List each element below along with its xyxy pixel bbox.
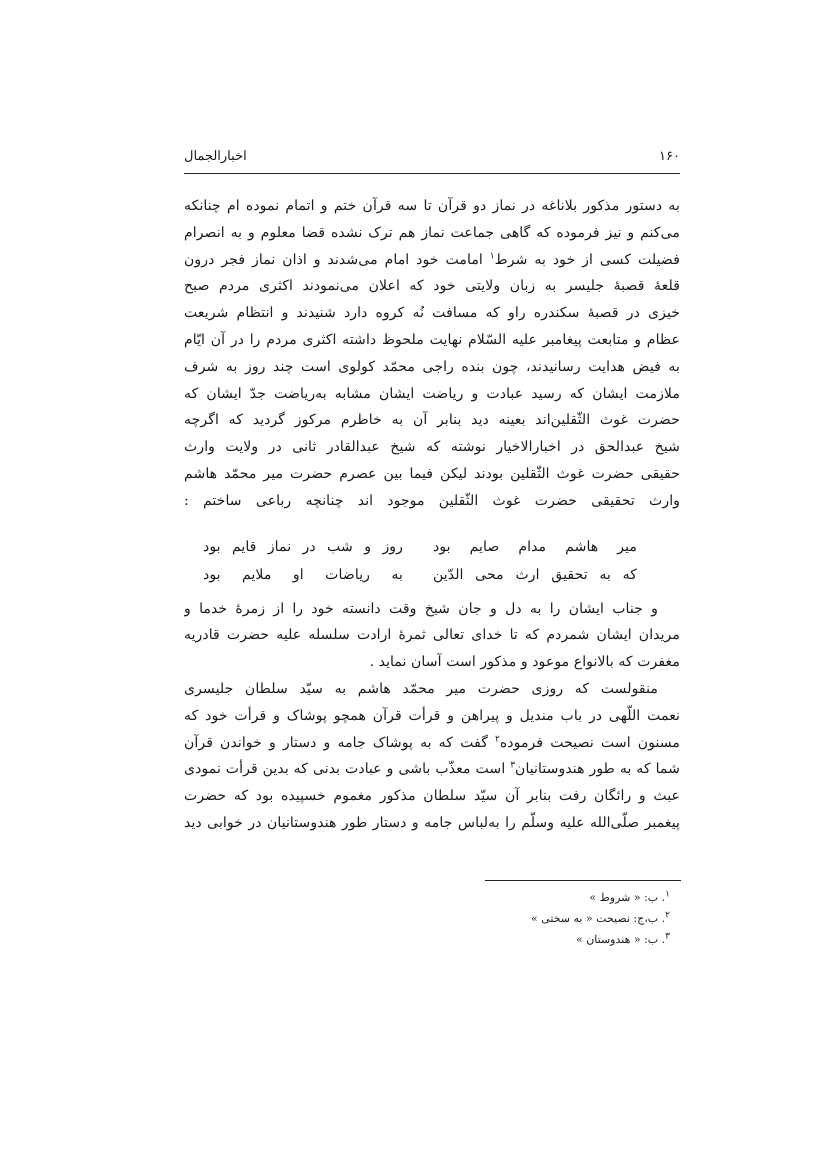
text-segment: گفت که به پوشاک جامه و دستار و خواندن قرآن bbox=[184, 734, 488, 751]
text-line bbox=[184, 515, 680, 533]
text-segment: است معذّب باشی و عبادت بدنی که بدین قرأت نمودی bbox=[184, 761, 506, 778]
text-line: ملازمت ایشان که رسید عبادت و ریاضت ایشان مشابه به‌ریاضت جدّ ایشان که bbox=[184, 385, 680, 402]
text-line bbox=[184, 730, 680, 757]
body-text bbox=[184, 193, 680, 837]
footnote-mark: ۳ bbox=[510, 760, 516, 771]
verse-line bbox=[184, 561, 680, 589]
running-title: اخبارالجمال bbox=[184, 149, 247, 164]
hemistich: که به تحقیق ارث محی الدّین bbox=[433, 566, 637, 583]
footnote-number: ۳ bbox=[665, 931, 670, 942]
footnote-text: . ب،ج: نصیحت « به سختی » bbox=[530, 912, 666, 925]
text-line: خیزی در قصبهٔ سکندره راو که مسافت نُه کروه دارد شنیدند و انتظام شریعت bbox=[184, 305, 680, 322]
hemistich: میر هاشم مدام صایم بود bbox=[433, 538, 637, 555]
text-line: شیخ عبدالحق در اخبارالاخیار نوشته که شیخ عبدالقادر ثانی در ولایت وارث bbox=[184, 439, 680, 456]
text-line: وارث تحقیقی حضرت غوث الثّقلین موجود اند چنانچه رباعی ساختم : bbox=[184, 492, 680, 509]
text-segment: مسنون است نصیحت فرموده bbox=[499, 734, 680, 751]
footnote bbox=[430, 908, 680, 929]
footnote-number: ۱ bbox=[665, 889, 670, 900]
text-line: مریدان ایشان شمردم که تا خدای تعالی ثمرهٔ ارادت سلسله علیه حضرت قادریه bbox=[184, 627, 680, 644]
text-line: به فیض هدایت رسانیدند، چون بنده راجی محمّد کولوی است چند روز به شرف bbox=[184, 358, 680, 375]
footnotes bbox=[430, 887, 680, 950]
text-line: حضرت غوث الثّقلین‌اند بعینه دید بنابر آن به خاطرم مرکوز گردید که اگرچه bbox=[184, 412, 680, 429]
footnote-text: . ب: « شروط » bbox=[589, 891, 666, 904]
footnote-rule bbox=[485, 880, 681, 881]
footnote bbox=[430, 929, 680, 950]
footnote-number: ۲ bbox=[665, 910, 670, 921]
footnote bbox=[430, 887, 680, 908]
text-line: پیغمبر صلّی‌الله علیه وسلّم را به‌لباس جامه و دستار طور هندوستانیان در خوابی دید bbox=[184, 814, 680, 831]
text-segment: فضیلت کسی از خود به شرط bbox=[494, 251, 680, 268]
page-header bbox=[184, 147, 680, 169]
header-rule bbox=[184, 173, 680, 174]
text-segment: شما که به طور هندوستانیان bbox=[515, 761, 680, 778]
text-line: عظام و متابعت پیغامبر علیه السّلام نهایت ملحوظ داشته اکثری مردم را در آن ایّام bbox=[184, 331, 680, 348]
hemistich: روز و شب در نماز قایم بود bbox=[203, 538, 403, 555]
footnote-text: . ب: « هندوستان » bbox=[575, 933, 666, 946]
text-line: منقولست که روزی حضرت میر محمّد هاشم به سیّد سلطان جلیسری bbox=[184, 680, 658, 697]
text-line bbox=[184, 756, 680, 783]
verse-line bbox=[184, 533, 680, 561]
page-number: ۱۶۰ bbox=[659, 149, 680, 164]
text-line: عبث و رائگان رفت بنابر آن سیّد سلطان مذکور مغموم خسپیده بود که حضرت bbox=[184, 788, 680, 805]
text-line: مغفرت که بالانواع موعود و مذکور است آسان نماید . bbox=[369, 654, 680, 671]
text-line bbox=[184, 247, 680, 274]
text-line: می‌کنم و نیز فرموده که گاهی جماعت نماز هم ترک نشده قضا معلوم و به انصرام bbox=[184, 224, 680, 241]
text-line: نعمت اللّهی در باب مندیل و پیراهن و قرأت قرآن همچو پوشاک و قرأت خود که bbox=[184, 707, 680, 724]
hemistich: به ریاضات او ملایم بود bbox=[203, 566, 403, 583]
footnote-mark: ۱ bbox=[489, 250, 495, 261]
text-line: حقیقی حضرت غوث الثّقلین بودند لیکن فیما بین عصرم حضرت میر محمّد هاشم bbox=[184, 465, 680, 482]
text-line: به دستور مذکور بلاناغه در نماز دو قرآن تا سه قرآن ختم و اتمام نموده ام چنانکه bbox=[184, 198, 680, 214]
footnote-mark: ۲ bbox=[495, 733, 500, 744]
text-segment: امامت خود امام می‌شدند و اذان نماز فجر درون bbox=[184, 251, 483, 268]
text-line: قلعهٔ قصبهٔ جلیسر به زبان ولایتی خود که اعلان می‌نمودند اکثری مردم صبح bbox=[184, 278, 680, 295]
text-line: و جناب ایشان را به دل و جان شیخ وقت دانسته خود را از زمرهٔ خدما و bbox=[184, 600, 658, 617]
